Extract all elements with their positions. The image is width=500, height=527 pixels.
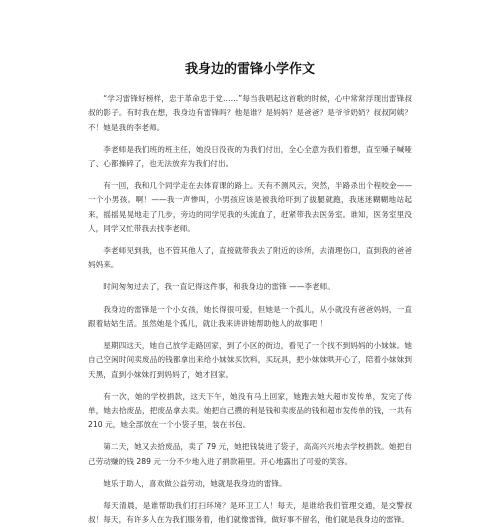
paragraph-4: 李老师见到我，也不管其他人了，直接就带我去了附近的诊所，去清理伤口，直到我的爸爸妈妈来。 — [88, 246, 412, 270]
paragraph-11: 每天清晨，是谁帮助我们打扫环境？是环卫工人！每天，是谁给我们管理交通，是交警叔叔！每天，有许多人在为我们服务着，他们就像雷锋，做好事不留名，他们就是我身边的雷锋。 — [88, 500, 412, 525]
paragraph-8: 有一次，她的学校捐款，这天下午，她没有马上回家，她跑去她大超市发传单，发完了传单，她去拾废品，把废品拿去卖。她把自己攒的利是钱和卖废品的钱和超市发传单的钱，一共有 210 元，她全部放在一个小袋子里，装在书包。 — [88, 391, 412, 430]
paragraph-10: 她乐于助人，喜欢做公益劳动，她就是我身边的雷锋。 — [103, 478, 287, 488]
paragraph-1: “学习雷锋好榜样，忠于革命忠于党……”每当我唱起这首歌的时候，心中常常浮现出雷锋叔叔的影子。有时我在想，我身边有雷锋吗？他是谁？是妈妈？是爸爸？是爷爷奶奶？叔叔阿姨？不！她是我的李老师。 — [88, 94, 412, 132]
document-title: 我身边的雷锋小学作文 — [184, 62, 315, 77]
paragraph-3: 有一回，我和几个同学走在去体育课的路上。天有不测风云，突然，半路杀出个程咬金——一个小男孩。啊！——我一声惨叫，小男孩应该是被我给吓到了拔腿就跑，我迷迷糊糊地站起来，摇摇晃晃地走了几步，旁边的同学见我的头流血了，赶紧带我去医务室。谁知，医务室里没人，同学又忙带我去找李老师。 — [88, 181, 412, 233]
paragraph-2: 李老师是我们班的班主任，她没日没夜的为我们付出，全心全意为我们着想，直至嗓子喊哑了、心都操碎了，也无法放弃为我们付出。 — [88, 144, 412, 168]
paragraph-5: 时间匆匆过去了，我一直记得这件事，和我身边的雷锋 ——李老师。 — [103, 282, 335, 292]
paragraph-9: 第二天，她又去拾废品，卖了 79 元，她把钱装进了袋子，高高兴兴地去学校捐款。她把自己劳动赚的钱 289 元一分不少地入进了捐款箱里。开心地露出了可爱的笑容。 — [88, 442, 412, 466]
paragraph-6: 我身边的雷锋是一个小女孩，她长得很可爱，但她是一个孤儿，从小就没有爸爸妈妈，一直跟着姑姑生活。虽然她是个孤儿，就让我来讲讲她帮助他人的故事吧 ！ — [88, 304, 412, 328]
paragraph-7: 星期四这天，她自己放学走路回家，到了小区的街边，看见了一个找不到妈妈的小妹妹。她自己空闲时间卖废品的钱都拿出来给小妹妹买饮料，买玩具，把小妹妹哄开心了，陪着小妹妹到天黑，直到小妹妹打到妈妈了，她才回家。 — [88, 340, 412, 379]
